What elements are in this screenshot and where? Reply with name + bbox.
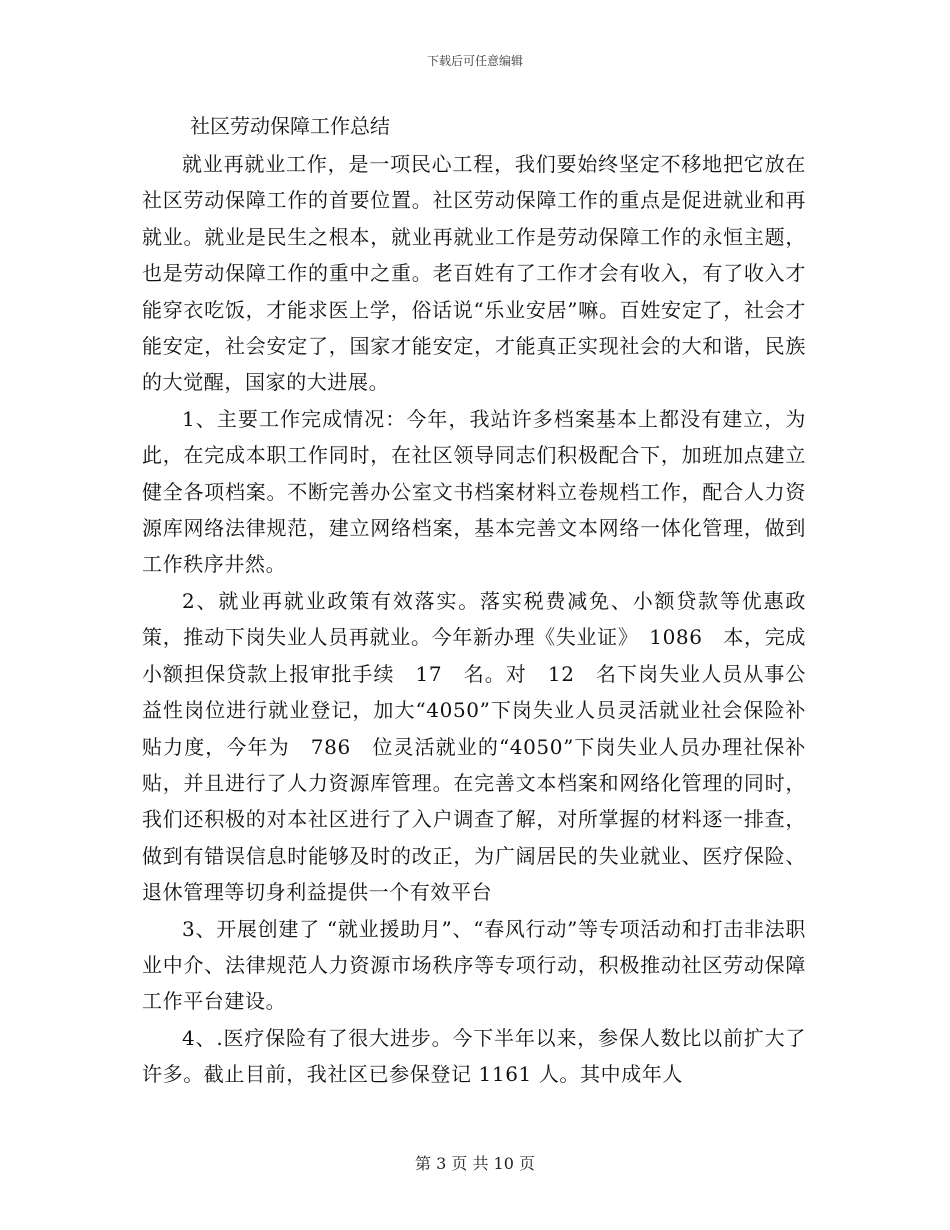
paragraph-item-2: 2、就业再就业政策有效落实。落实税费减免、小额贷款等优惠政策，推动下岗失业人员再就业。今年新办理《失业证》 1086 本，完成小额担保贷款上报审批手续 17 名。对 12 名下岗失业人员从事公益性岗位进行就业登记，加大“4050”下岗失业人员灵活就业社会保险补贴力度，今年为 786 位灵活就业的“4050”下岗失业人员办理社保补贴，并且进行了人力资源库管理。在完善文本档案和网络化管理的同时，我们还积极的对本社区进行了入户调查了解，对所掌握的材料逐一排查，做到有错误信息时能够及时的改正，为广阔居民的失业就业、医疗保险、退休管理等切身利益提供一个有效平台 (142, 588, 806, 905)
paragraph-intro: 就业再就业工作，是一项民心工程，我们要始终坚定不移地把它放在社区劳动保障工作的首要位置。社区劳动保障工作的重点是促进就业和再就业。就业是民生之根本，就业再就业工作是劳动保障工作的永恒主题，也是劳动保障工作的重中之重。老百姓有了工作才会有收入，有了收入才能穿衣吃饭，才能求医上学，俗话说“乐业安居”嘛。百姓安定了，社会才能安定，社会安定了，国家才能安定，才能真正实现社会的大和谐，民族的大觉醒，国家的大进展。 (142, 152, 806, 395)
paragraph-item-3: 3、开展创建了 “就业援助月”、“春风行动”等专项活动和打击非法职业中介、法律规范人力资源市场秩序等专项行动，积极推动社区劳动保障工作平台建设。 (142, 916, 806, 1014)
page-footer: 第 3 页 共 10 页 (415, 1154, 535, 1173)
paragraph-item-4: 4、.医疗保险有了很大进步。今下半年以来，参保人数比以前扩大了许多。截止目前，我社区已参保登记 1161 人。其中成年人 (142, 1025, 806, 1087)
page-header-note: 下载后可任意编辑 (426, 54, 523, 68)
document-title: 社区劳动保障工作总结 (190, 114, 390, 138)
document-body (142, 106, 806, 1093)
paragraph-item-1: 1、主要工作完成情况：今年，我站许多档案基本上都没有建立，为此，在完成本职工作同时，在社区领导同志们积极配合下，加班加点建立健全各项档案。不断完善办公室文书档案材料立卷规档工作，配合人力资源库网络法律规范，建立网络档案，基本完善文本网络一体化管理，做到工作秩序井然。 (142, 406, 806, 577)
